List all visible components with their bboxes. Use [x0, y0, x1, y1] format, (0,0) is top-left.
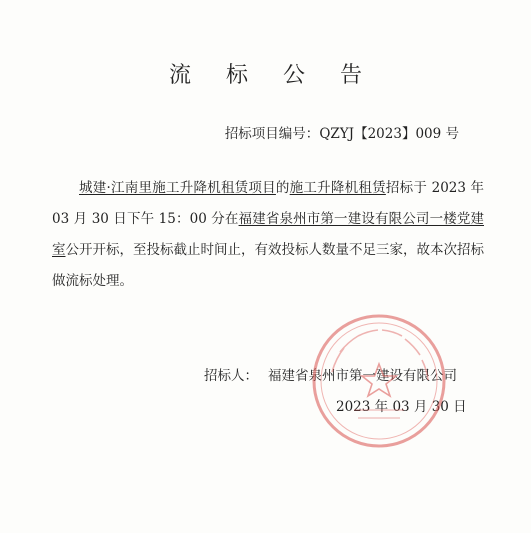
- body-text-3: 公开开标，至投标截止时间止，有效投标人数量不足三家，故本次招标做流标处理。: [52, 242, 484, 289]
- document-title: 流 标 公 告: [169, 63, 376, 88]
- issuer-label: 招标人：: [204, 368, 258, 384]
- bid-section-name: 施工升降机租赁: [289, 180, 386, 196]
- body-text-2: 招标于 2023 年 03 月 30 日下午 15：00 分在: [52, 180, 485, 227]
- issuer-name: 福建省泉州市第一建设有限公司: [268, 368, 457, 384]
- issuer-line: [204, 364, 457, 384]
- notice-body: [52, 173, 484, 297]
- body-text-1: 的: [275, 180, 290, 196]
- opening-location: 福建省泉州市第一建设有限公司一楼党建室: [52, 211, 484, 258]
- project-name: 城建·江南里施工升降机租赁项目: [79, 180, 276, 196]
- issue-date: 2023 年 03 月 30 日: [336, 399, 467, 415]
- project-number-label: 招标项目编号：: [224, 126, 320, 142]
- notice-paragraph: [52, 173, 484, 297]
- project-number: [225, 122, 459, 142]
- project-number-value: QZYJ【2023】009 号: [319, 126, 459, 142]
